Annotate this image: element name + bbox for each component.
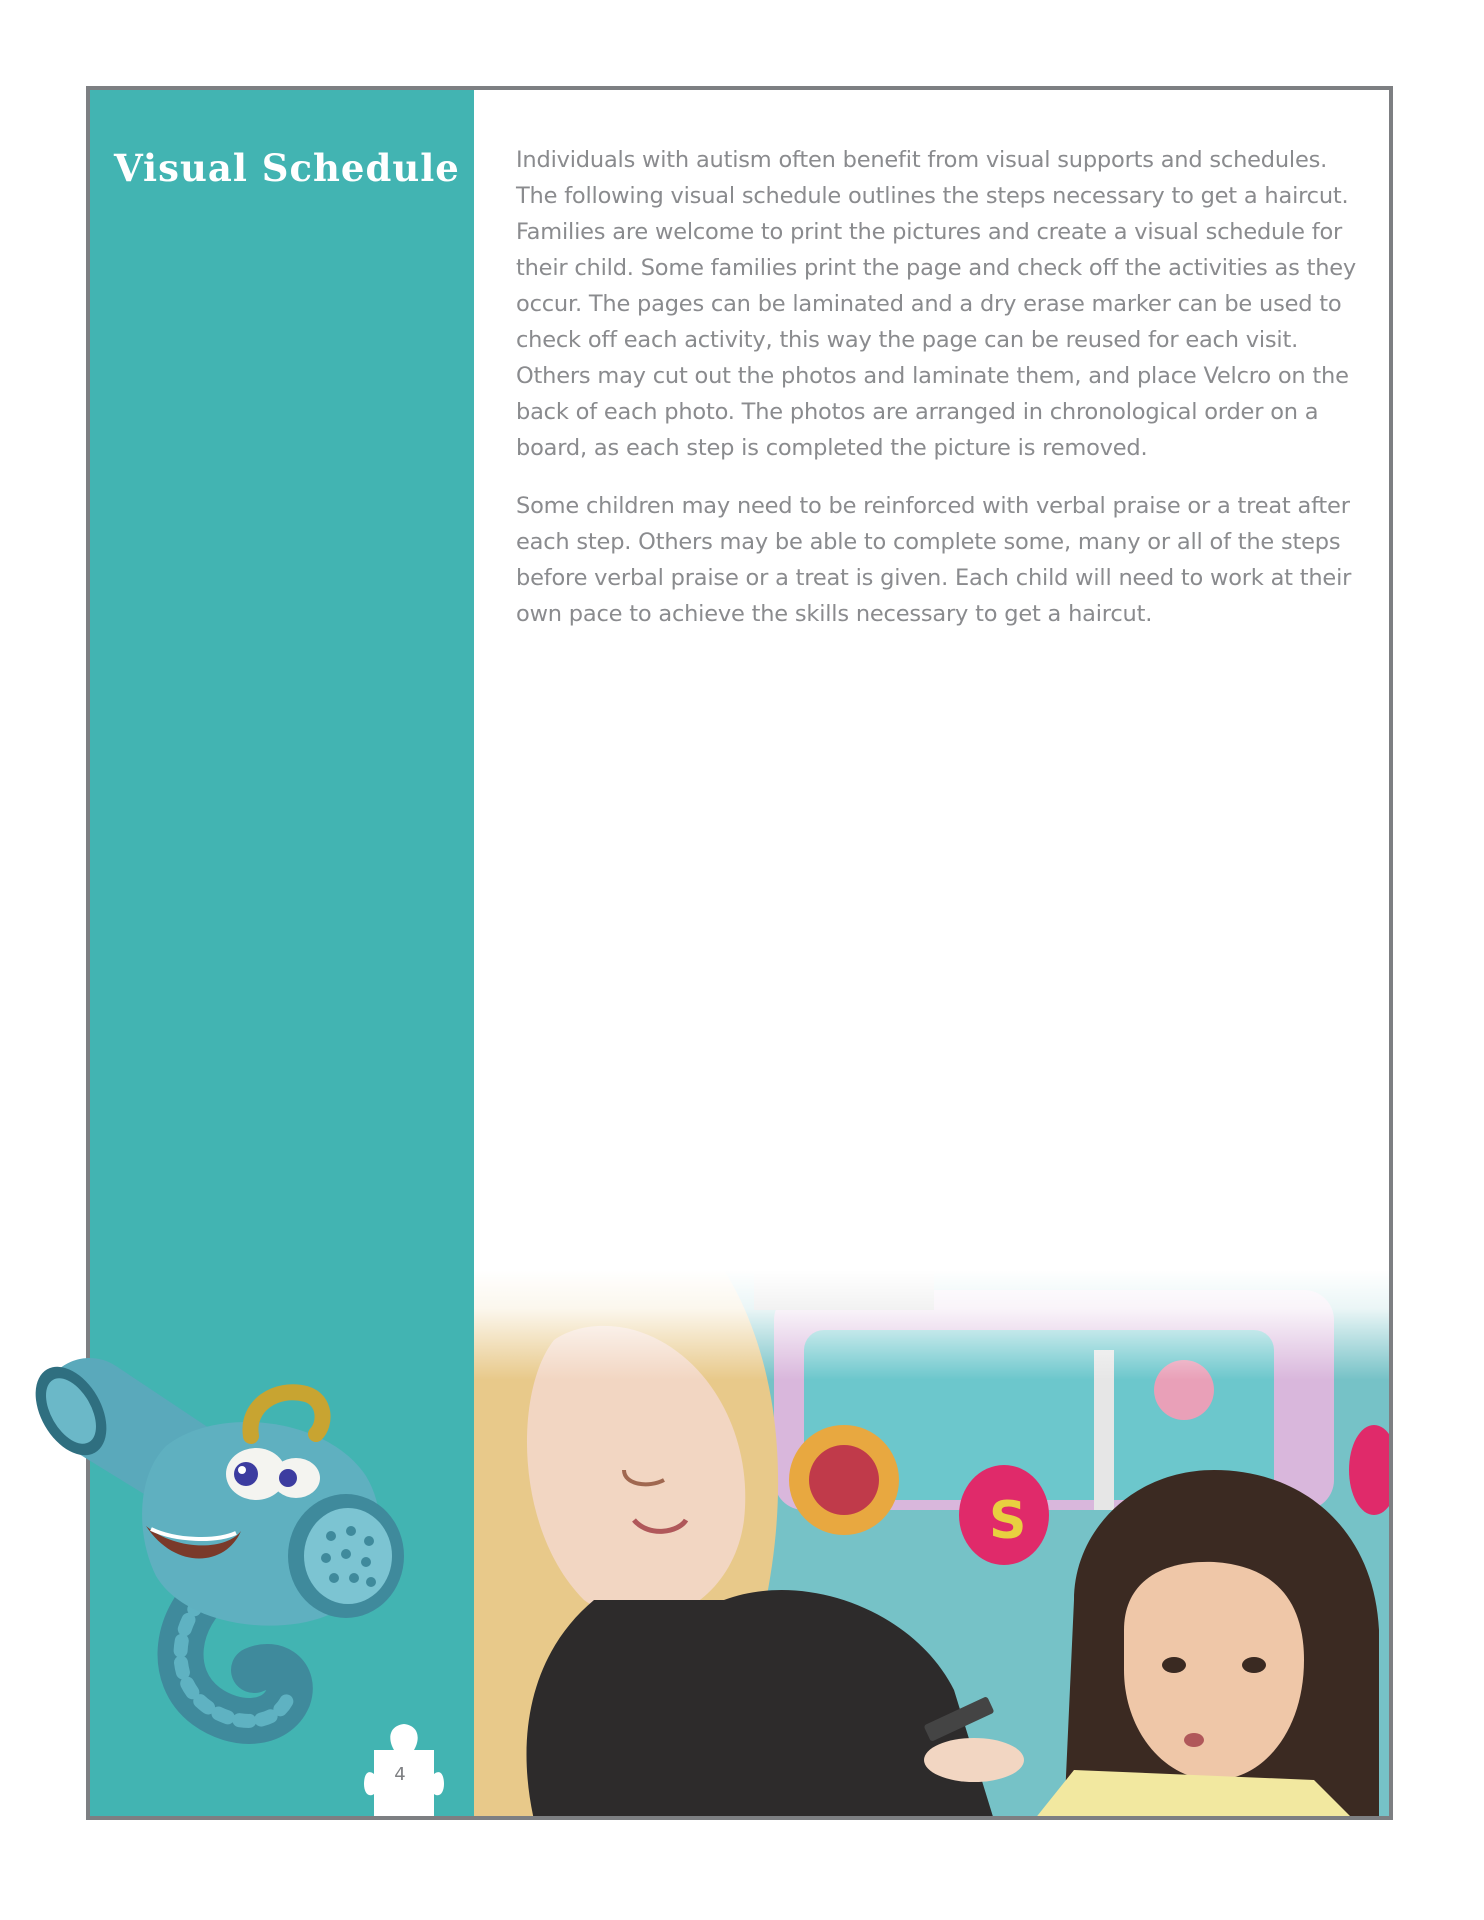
paragraph-intro: Individuals with autism often benefit from visual supports and schedules. The following visual schedule outlines the steps necessary to get a haircut. Families are welcome to print the pictures and create a visual schedule for their child. Some families print the page and check off the activities as they occur. The pages can be laminated and a dry erase marker can be used to check off each activity, this way the page can be reused for each visit. Others may cut out the photos and laminate them, and place Velcro on the back of each photo. The photos are arranged in chronological order on a board, as each step is completed the picture is removed. (516, 147, 1357, 461)
paragraph-reinforcement: Some children may need to be reinforced with verbal praise or a treat after each step. Others may be able to complete some, many or all of the steps before verbal praise or a treat is given. Each child will need to work at their own pace to achieve the skills necessary to get a haircut. (516, 493, 1352, 627)
photo-top-fade (474, 1270, 1393, 1380)
hair-dryer-mascot (26, 1326, 466, 1746)
svg-text:S: S (989, 1491, 1027, 1551)
page-title: Visual Schedule (114, 146, 460, 190)
page-number: 4 (394, 1764, 406, 1785)
body-text (516, 142, 1358, 654)
haircut-photo (474, 1270, 1393, 1820)
